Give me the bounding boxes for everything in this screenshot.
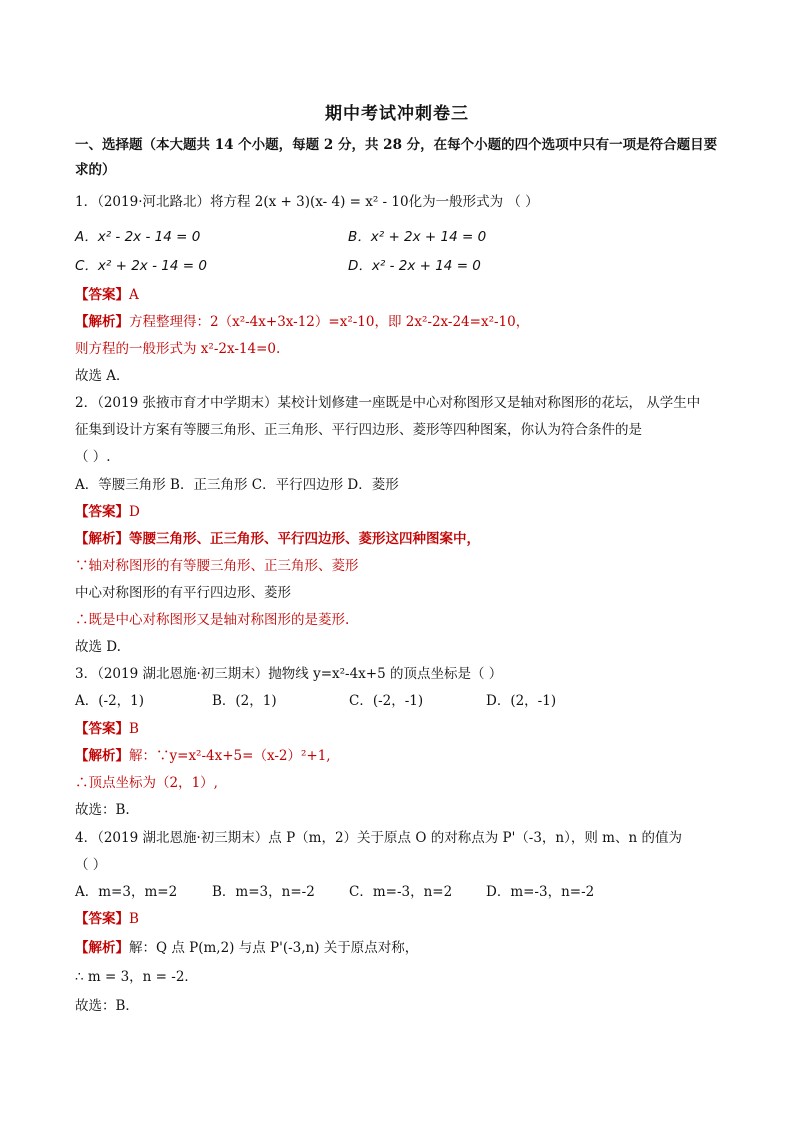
q3-answer (75, 720, 139, 738)
q2-stem-2: 征集到设计方案有等腰三角形、正三角形、平行四边形、菱形等四种图案，你认为符合条件的是 (75, 422, 642, 438)
q4-conclusion: 故选：B． (75, 998, 139, 1014)
q3-option-b: B．(2，1) (212, 693, 277, 709)
answer-tag: 【答案】 (75, 721, 129, 737)
answer-tag: 【答案】 (75, 504, 129, 520)
q1-option-a: A．x² - 2x - 14 = 0 (75, 229, 201, 245)
q4-option-d: D．m=-3，n=-2 (486, 884, 595, 900)
q2-stem-1: 2．（2019 张掖市育才中学期末）某校计划修建一座既是中心对称图形又是轴对称图形的花坛， 从学生中 (75, 395, 701, 411)
q1-option-b: B．x² + 2x + 14 = 0 (348, 229, 487, 245)
q3-option-c: C．(-2，-1) (349, 693, 424, 709)
q3-option-a: A．(-2，1) (75, 693, 145, 709)
q3-option-d: D．(2，-1) (486, 693, 557, 709)
q4-answer (75, 910, 139, 928)
q2-stem-3: （ ）. (75, 449, 111, 465)
analysis-tag: 【解析】 (75, 531, 129, 547)
q1-conclusion: 故选 A． (75, 368, 130, 384)
q4-answer-value: B (129, 911, 139, 927)
q1-analysis-2: 则方程的一般形式为 x²-2x-14=0. (75, 341, 281, 357)
q1-analysis-text-1: 方程整理得：2（x²-4x+3x-12）=x²-10，即 2x²-2x-24=x²-10， (129, 314, 530, 330)
q4-option-c: C．m=-3，n=2 (349, 884, 453, 900)
q4-analysis-1 (75, 939, 418, 957)
q4-analysis-2: ∴ m = 3，n = -2． (75, 969, 198, 985)
q3-stem: 3．（2019 湖北恩施·初三期末）抛物线 y=x²-4x+5 的顶点坐标是（ ） (75, 666, 503, 682)
answer-tag: 【答案】 (75, 287, 129, 303)
q1-option-d: D．x² - 2x + 14 = 0 (348, 258, 481, 274)
q2-answer-value: D (129, 504, 140, 520)
q2-analysis-3: 中心对称图形的有平行四边形、菱形 (75, 585, 291, 601)
q1-analysis-1 (75, 313, 529, 331)
q2-analysis-4: ∴既是中心对称图形又是轴对称图形的是菱形. (75, 612, 350, 628)
section-heading-line2: 求的） (75, 162, 116, 178)
q1-stem: 1．（2019·河北路北）将方程 2(x + 3)(x- 4) = x² - 10化为一般形式为 （ ） (75, 194, 539, 210)
section-heading (75, 133, 730, 183)
analysis-tag: 【解析】 (75, 940, 129, 956)
analysis-tag: 【解析】 (75, 314, 129, 330)
q3-analysis-text-1: 解：∵y=x²-4x+5=（x-2）²+1, (129, 748, 331, 764)
q4-option-a: A．m=3，m=2 (75, 884, 178, 900)
q2-options: A．等腰三角形 B．正三角形 C．平行四边形 D．菱形 (75, 477, 399, 493)
q4-stem-1: 4．（2019 湖北恩施·初三期末）点 P（m，2）关于原点 O 的对称点为 P'（-3，n），则 m、n 的值为 (75, 830, 682, 846)
q4-stem-2: （ ） (75, 857, 107, 873)
q3-analysis-2: ∴顶点坐标为（2，1）, (75, 775, 218, 791)
q1-option-c: C．x² + 2x - 14 = 0 (75, 258, 207, 274)
q2-answer (75, 503, 140, 521)
q2-analysis-1 (75, 530, 480, 548)
q4-option-b: B．m=3，n=-2 (212, 884, 315, 900)
page-title: 期中考试冲刺卷三 (325, 104, 469, 124)
answer-tag: 【答案】 (75, 911, 129, 927)
q1-answer-value: A (129, 287, 139, 303)
q2-analysis-2: ∵轴对称图形的有等腰三角形、正三角形、菱形 (75, 558, 359, 574)
q2-analysis-text-1: 等腰三角形、正三角形、平行四边形、菱形这四种图案中， (129, 531, 480, 547)
q3-answer-value: B (129, 721, 139, 737)
analysis-tag: 【解析】 (75, 748, 129, 764)
q4-analysis-text-1: 解：Q 点 P(m,2) 与点 P'(-3,n) 关于原点对称， (129, 940, 419, 956)
q3-conclusion: 故选：B. (75, 802, 130, 818)
section-heading-line1: 一、选择题（本大题共 14 个小题，每题 2 分，共 28 分，在每个小题的四个选项中只有一项是符合题目要 (75, 137, 718, 153)
q2-conclusion: 故选 D. (75, 639, 121, 655)
q1-answer (75, 286, 139, 304)
q3-analysis-1 (75, 747, 331, 765)
